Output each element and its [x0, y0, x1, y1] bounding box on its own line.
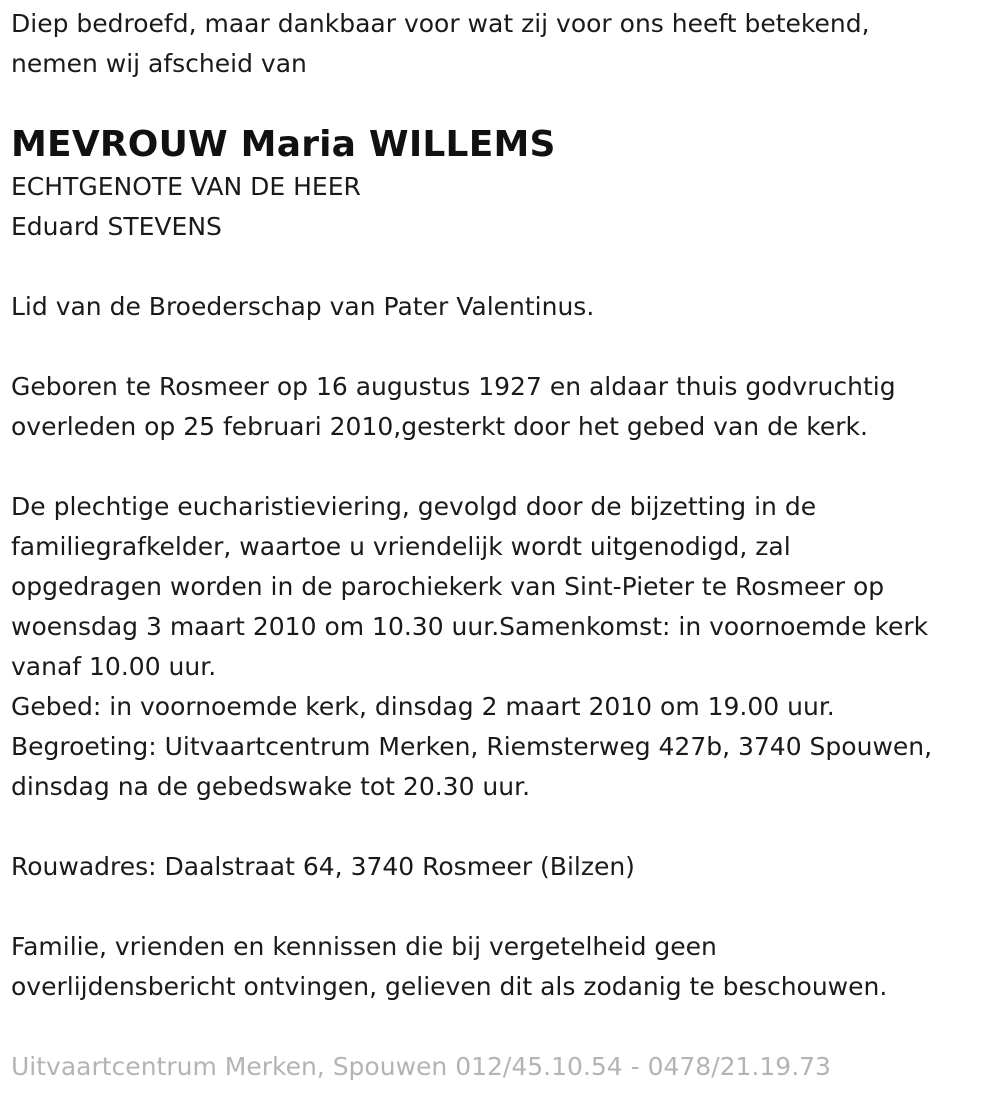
funeral-home-footer: Uitvaartcentrum Merken, Spouwen 012/45.10.54 - 0478/21.19.73 — [11, 1052, 831, 1081]
ceremony-line-2: familiegrafkelder, waartoe u vriendelijk wordt uitgenodigd, zal — [11, 532, 791, 561]
greeting-line-2: dinsdag na de gebedswake tot 20.30 uur. — [11, 772, 531, 801]
prayer-line: Gebed: in voornoemde kerk, dinsdag 2 maart 2010 om 19.00 uur. — [11, 692, 835, 721]
deceased-name: MEVROUW Maria WILLEMS — [11, 124, 556, 165]
spouse-relation: ECHTGENOTE VAN DE HEER — [11, 172, 361, 201]
spacer — [11, 807, 996, 847]
spacer — [11, 247, 996, 287]
ceremony-line-3: opgedragen worden in de parochiekerk van Sint-Pieter te Rosmeer op — [11, 572, 885, 601]
membership-line: Lid van de Broederschap van Pater Valentinus. — [11, 292, 595, 321]
obituary-notice — [11, 4, 996, 1087]
ceremony-line-1: De plechtige eucharistieviering, gevolgd door de bijzetting in de — [11, 492, 817, 521]
spacer — [11, 447, 996, 487]
greeting-line-1: Begroeting: Uitvaartcentrum Merken, Riemsterweg 427b, 3740 Spouwen, — [11, 732, 933, 761]
notice-line-1: Familie, vrienden en kennissen die bij vergetelheid geen — [11, 932, 717, 961]
ceremony-line-4: woensdag 3 maart 2010 om 10.30 uur.Samenkomst: in voornoemde kerk — [11, 612, 929, 641]
death-line: overleden op 25 februari 2010,gesterkt door het gebed van de kerk. — [11, 412, 868, 441]
mourning-address: Rouwadres: Daalstraat 64, 3740 Rosmeer (Bilzen) — [11, 852, 635, 881]
spacer — [11, 1007, 996, 1047]
spacer — [11, 887, 996, 927]
spouse-name: Eduard STEVENS — [11, 212, 222, 241]
notice-line-2: overlijdensbericht ontvingen, gelieven dit als zodanig te beschouwen. — [11, 972, 888, 1001]
birth-line: Geboren te Rosmeer op 16 augustus 1927 en aldaar thuis godvruchtig — [11, 372, 896, 401]
intro-line-1: Diep bedroefd, maar dankbaar voor wat zij voor ons heeft betekend, — [11, 9, 870, 38]
spacer — [11, 327, 996, 367]
ceremony-line-5: vanaf 10.00 uur. — [11, 652, 217, 681]
intro-line-2: nemen wij afscheid van — [11, 49, 307, 78]
